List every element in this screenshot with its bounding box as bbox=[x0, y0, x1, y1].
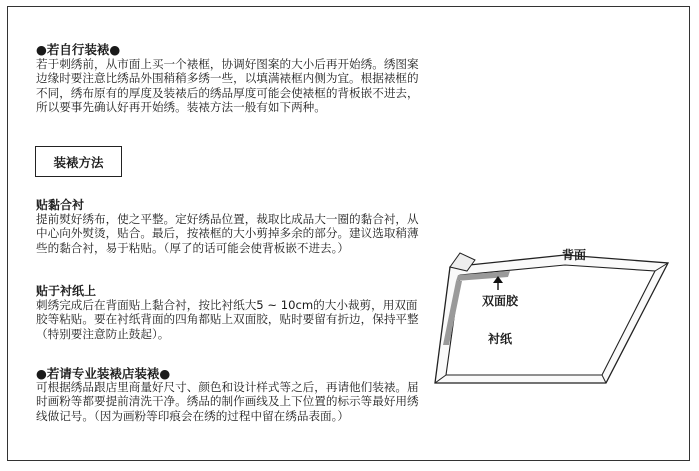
section-heading-self-framing: ●若自行装裱● bbox=[36, 42, 121, 57]
method-box-label: 装裱方法 bbox=[53, 154, 104, 170]
method-box bbox=[35, 146, 122, 177]
section-body-professional: 可根据绣品跟店里商量好尺寸、颜色和设计样式等之后，再请他们装裱。届时画粉等都要提前清洗干净。绣品的制作画线及上下位置的标示等最好用绣线做记号。（因为画粉等印痕会在绣的过程中留在绣品表面。） bbox=[36, 380, 419, 423]
section-body-self-framing: 若于刺绣前，从市面上买一个裱框，协调好图案的大小后再开始绣。绣图案边缘时要注意比绣品外围稍稍多绣一些，以填满裱框内侧为宜。根据裱框的不同，绣布原有的厚度及装裱后的绣品厚度可能会使裱框的背板嵌不进去，所以要事先确认好再开始绣。装裱方法一般有如下两种。 bbox=[36, 57, 419, 115]
method-title-adhesive: 贴黏合衬 bbox=[36, 198, 85, 212]
mounting-figure bbox=[430, 235, 695, 400]
method-body-backing-paper: 刺绣完成后在背面贴上黏合衬，按比衬纸大5 ~ 10cm的大小裁剪，用双面胶等粘贴。要在衬纸背面的四角都贴上双面胶，贴时要留有折边，保持平整（特别要注意防止鼓起）。 bbox=[36, 298, 419, 341]
section-heading-professional: ●若请专业装裱店装裱● bbox=[36, 366, 171, 381]
method-body-adhesive: 提前熨好绣布，使之平整。定好绣品位置，裁取比成品大一圈的黏合衬，从中心向外熨烫，贴合。最后，按裱框的大小剪掉多余的部分。建议选取稍薄些的黏合衬，易于粘贴。（厚了的话可能会使背板嵌不进去。） bbox=[36, 212, 419, 255]
method-title-backing-paper: 贴于衬纸上 bbox=[36, 284, 97, 298]
figure-label-double-sided-tape: 双面胶 bbox=[482, 294, 519, 308]
figure-label-backing-paper: 衬纸 bbox=[488, 332, 513, 346]
figure-label-back: 背面 bbox=[562, 248, 587, 262]
